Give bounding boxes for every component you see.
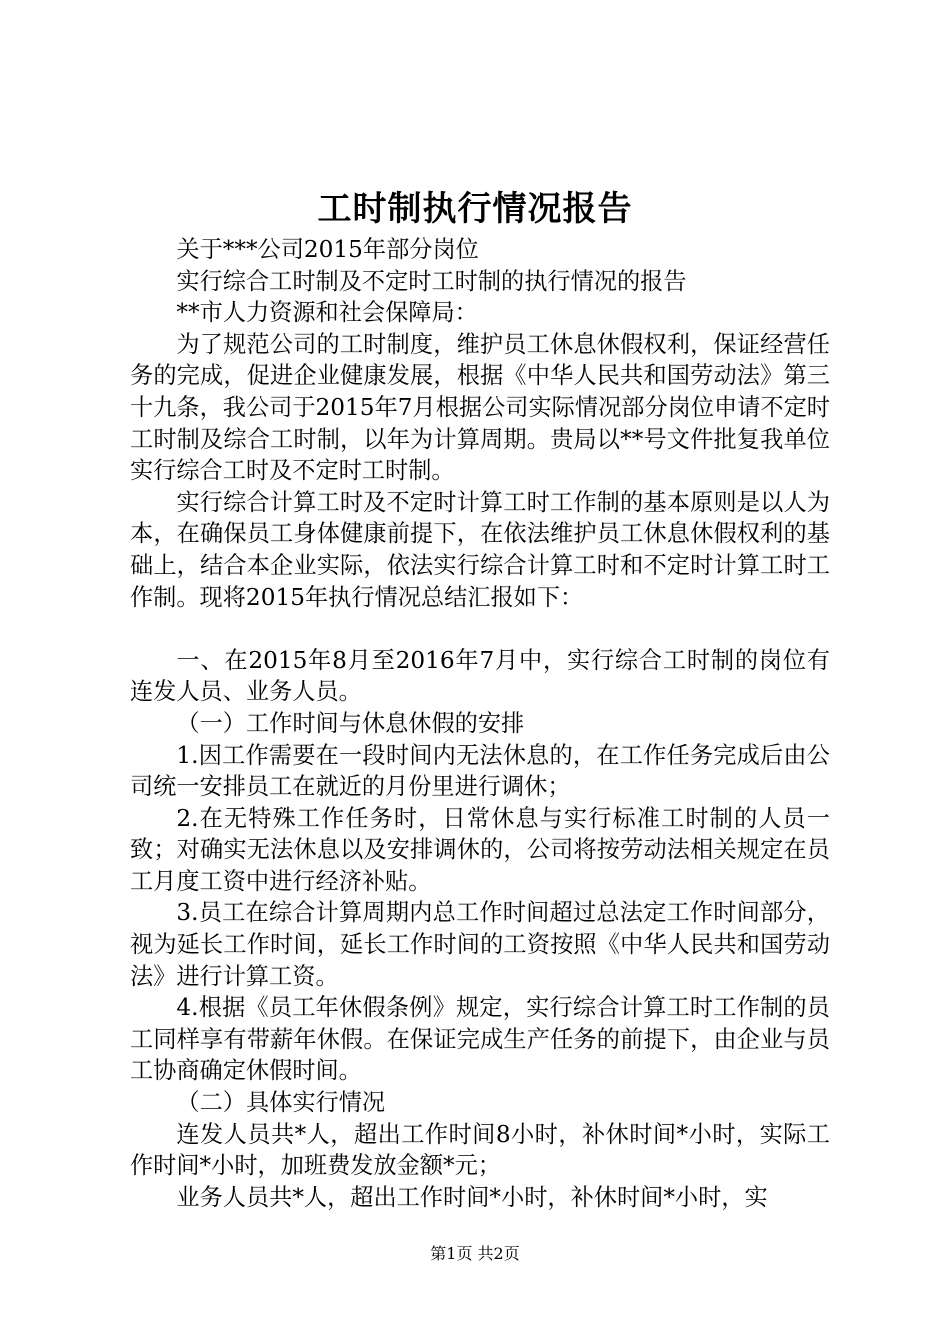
intro-line-addressee: **市人力资源和社会保障局： [176,299,478,327]
detail-business-staff: 业务人员共*人，超出工作时间*小时，补休时间*小时，实 [176,1183,768,1211]
list-item-2: 2.在无特殊工作任务时，日常休息与实行标准工时制的人员一致；对确实无法休息以及安排调休的，公司将按劳动法相关规定在员工月度工资中进行经济补贴。 [130,804,830,895]
section-one-intro: 一、在2015年8月至2016年7月中，实行综合工时制的岗位有连发人员、业务人员。 [130,646,830,706]
list-item-1: 1.因工作需要在一段时间内无法休息的，在工作任务完成后由公司统一安排员工在就近的月份里进行调休； [130,741,830,801]
intro-line-subject: 关于***公司2015年部分岗位 [176,236,479,263]
paragraph-spacer [130,613,830,645]
page-number-footer: 第1页 共2页 [430,1244,520,1263]
detail-dispatch-staff: 连发人员共*人，超出工作时间8小时，补休时间*小时，实际工作时间*小时，加班费发放金额*元； [130,1120,830,1180]
paragraph-principles: 实行综合计算工时及不定时计算工时工作制的基本原则是以人为本，在确保员工身体健康前提下，在依法维护员工休息休假权利的基础上，结合本企业实际，依法实行综合计算工时和不定时计算工时工作制。现将2015年执行情况总结汇报如下： [130,488,830,611]
section-one-sub-heading-2: （二）具体实行情况 [176,1089,386,1117]
intro-line-report-name: 实行综合工时制及不定时工时制的执行情况的报告 [176,267,687,295]
document-body [130,234,830,1213]
document-title: 工时制执行情况报告 [317,189,633,229]
section-one-sub-heading-1: （一）工作时间与休息休假的安排 [176,709,525,737]
paragraph-background: 为了规范公司的工时制度，维护员工休息休假权利，保证经营任务的完成，促进企业健康发展，根据《中华人民共和国劳动法》第三十九条，我公司于2015年7月根据公司实际情况部分岗位申请不定时工时制及综合工时制，以年为计算周期。贵局以**号文件批复我单位实行综合工时及不定时工时制。 [130,330,830,485]
list-item-4: 4.根据《员工年休假条例》规定，实行综合计算工时工作制的员工同样享有带薪年休假。在保证完成生产任务的前提下，由企业与员工协商确定休假时间。 [130,994,830,1085]
list-item-3: 3.员工在综合计算周期内总工作时间超过总法定工作时间部分，视为延长工作时间，延长工作时间的工资按照《中华人民共和国劳动法》进行计算工资。 [130,899,830,990]
